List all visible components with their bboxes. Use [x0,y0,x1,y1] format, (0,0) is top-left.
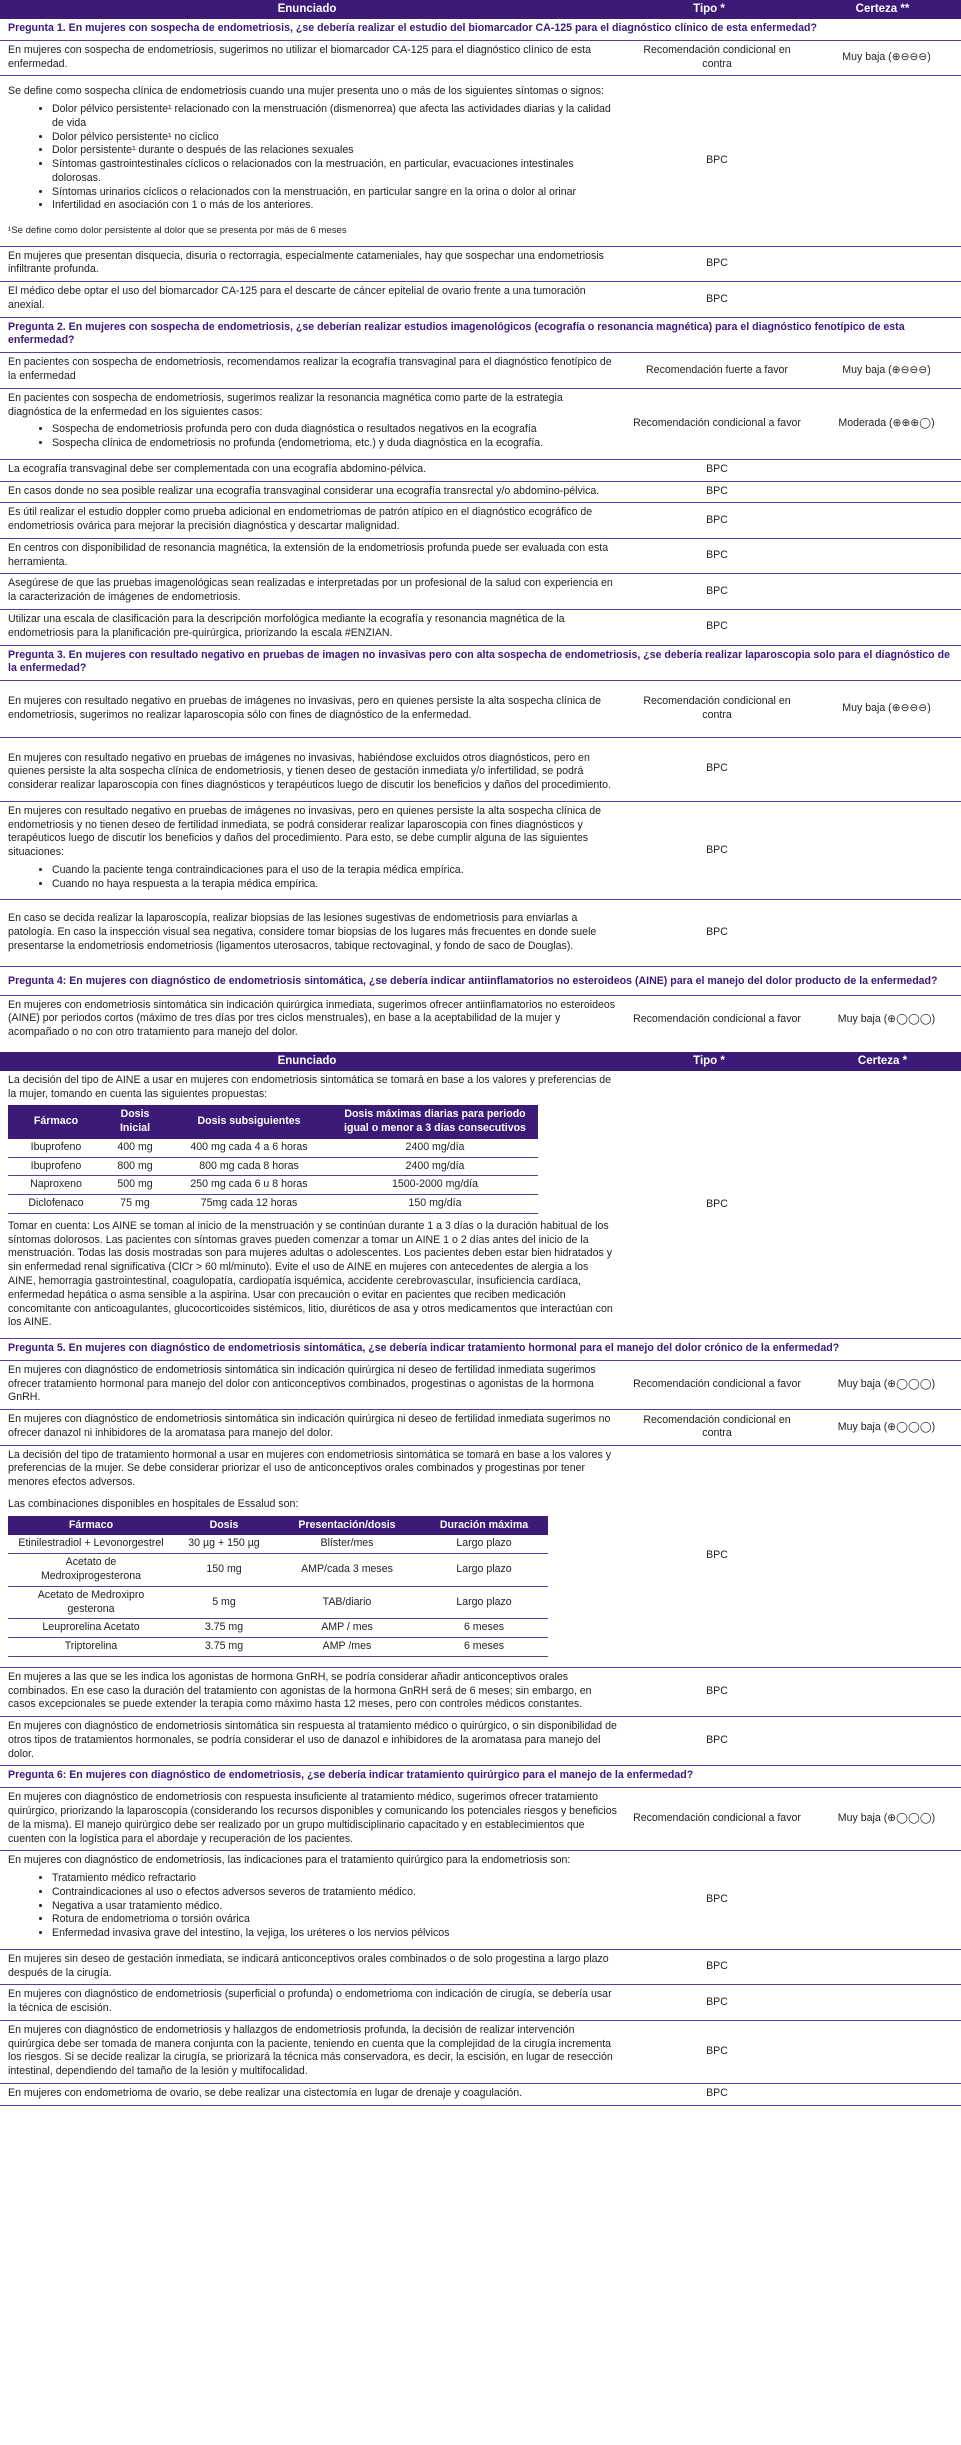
table-row [0,1361,961,1410]
question-5-title: Pregunta 5. En mujeres con diagnóstico de endometriosis sintomática, ¿se debería indicar tratamiento hormonal para el manejo del dolor crónico de la enfermedad? [0,1339,961,1361]
cell: 75 mg [104,1195,166,1214]
recommendation-type: Recomendación fuerte a favor [646,363,788,376]
table-row [0,1410,961,1446]
cell: 800 mg [104,1157,166,1176]
table-row [0,802,961,901]
statement: En pacientes con sospecha de endometriosis, recomendamos realizar la ecografía transvaginal para el diagnóstico fenotípico de la enfermedad [8,356,612,383]
certainty [812,1446,961,1667]
certainty [812,802,961,900]
recommendation-type: BPC [706,843,728,856]
certainty [812,738,961,801]
cell: 2400 mg/día [332,1139,538,1157]
statement: En mujeres con diagnóstico de endometriosis con respuesta insuficiente al tratamiento médico, sugerimos ofrecer tratamiento quirúrgico, priorizando la laparoscopía (considerando los recursos disponibles y comunicando los potenciales riesgos y beneficios de la misma). El manejo quirúrgico debe ser realizado por un grupo multidisciplinario capacitado y en establecimientos que cuenten con la logística para el abordaje y recuperación de los pacientes. [8,1791,617,1845]
table-row [8,1619,548,1638]
certainty [812,76,961,245]
statement: El médico debe optar el uso del biomarcador CA-125 para el descarte de cáncer epitelial de ovario frente a una tumoración anexial. [8,285,586,311]
cell: 250 mg cada 6 u 8 horas [166,1176,332,1195]
certainty [812,1717,961,1765]
recommendation-type: Recomendación condicional a favor [633,416,801,429]
table-row [8,1554,548,1587]
table-row [8,1195,538,1214]
statement: Asegúrese de que las pruebas imagenológicas sean realizadas e interpretadas por un profesional de la salud con experiencia en la caracterización de imágenes de endometriosis. [8,577,613,604]
statement: En centros con disponibilidad de resonancia magnética, la extensión de la endometriosis profunda puede ser evaluada con esta herramienta. [8,541,609,568]
table-row [0,353,961,389]
table-row [0,1668,961,1717]
col-header: Dosis Inicial [104,1105,166,1139]
cell: 3.75 mg [174,1638,274,1657]
col-header: Duración máxima [420,1516,548,1536]
symptom-list [8,103,618,213]
header-tipo: Tipo * [693,1054,725,1067]
statement: En mujeres con resultado negativo en pruebas de imágenes no invasivas, habiéndose excluidos otros diagnósticos, pero en quienes persiste la alta sospecha clínica de endometriosis, y tienen deseo de gestación inmediata y/o infertilidad, se podrá considerar realizar laparoscopia con fines diagnósticos y terapéuticos luego de discutir los beneficios y daños del procedimiento. [8,751,612,792]
statement: En mujeres con diagnóstico de endometriosis (superficial o profunda) o endometrioma con indicación de cirugía, se debería usar la técnica de escisión. [8,1988,612,2015]
list-item: • Síntomas gastrointestinales cíclicos o relacionados con la mestruación, en particular, evacuaciones intestinales dolorosas. [52,158,618,186]
col-header: Dosis subsiguientes [166,1105,332,1139]
cell: 75mg cada 12 horas [166,1195,332,1214]
cell: AMP/cada 3 meses [274,1554,420,1587]
question-1-title: Pregunta 1. En mujeres con sospecha de endometriosis, ¿se debería realizar el estudio del biomarcador CA-125 para el diagnóstico clínico de esta enfermedad? [0,19,961,41]
list-item: • Sospecha de endometriosis profunda pero con duda diagnóstica o resultados negativos en la ecografía [52,423,618,437]
table-header-repeat [0,1052,961,1071]
table-row [8,1139,538,1157]
recommendation-type: BPC [706,257,728,270]
question-4-title: Pregunta 4: En mujeres con diagnóstico de endometriosis sintomática, ¿se debería indicar antiinflamatorios no esteroideos (AINE) para el manejo del dolor producto de la enfermedad? [0,967,961,996]
list-item: • Dolor pélvico persistente¹ no cíclico [52,131,618,145]
recommendation-type: BPC [706,1734,728,1747]
cell: 800 mg cada 8 horas [166,1157,332,1176]
recommendation-type: BPC [706,1893,728,1906]
header-certeza: Certeza * [857,1054,908,1067]
statement-intro: La decisión del tipo de AINE a usar en mujeres con endometriosis sintomática se tomará en base a los valores y preferencias de la mujer, tomando en cuenta las siguientes propuestas: [8,1073,611,1100]
table-row [0,1446,961,1668]
question-2-title: Pregunta 2. En mujeres con sospecha de endometriosis, ¿se deberían realizar estudios imagenológicos (ecografía o resonancia magnética) para el diagnóstico fenotípico de esta enfermedad? [0,318,961,354]
recommendation-type: BPC [706,485,728,498]
recommendation-type: Recomendación condicional en contra [643,44,791,71]
cell: Etinilestradiol + Levonorgestrel [8,1535,174,1553]
certainty [812,1668,961,1716]
recommendation-type: BPC [706,2045,728,2058]
certainty [812,1950,961,1985]
table-row [0,996,961,1044]
cell: AMP /mes [274,1638,420,1657]
certainty [812,282,961,317]
indication-list [8,1872,618,1941]
statement-intro: En mujeres con diagnóstico de endometriosis, las indicaciones para el tratamiento quirúrgico para la endometriosis son: [8,1854,571,1867]
recommendation-type: Recomendación condicional en contra [643,1413,791,1440]
statement: En casos donde no sea posible realizar una ecografía transvaginal considerar una ecografía transrectal y/o abdomino-pélvica. [8,484,600,497]
cell: Naproxeno [8,1176,104,1195]
list-item: • Dolor persistente¹ durante o después de las relaciones sexuales [52,144,618,158]
header-certeza: Certeza ** [855,3,910,16]
table-row [0,574,961,610]
certainty: Muy baja (⊕◯◯◯) [837,1420,936,1433]
table-row [8,1586,548,1619]
cell: 150 mg/día [332,1195,538,1214]
list-item: • Tratamiento médico refractario [52,1872,618,1886]
recommendation-type: BPC [706,1549,728,1562]
list-item: • Infertilidad en asociación con 1 o más de los anteriores. [52,199,618,213]
statement: En mujeres con diagnóstico de endometriosis sintomática sin indicación quirúrgica ni deseo de fertilidad inmediata sugerimos no ofrecer danazol ni inhibidores de la aromatasa para manejo del dolor. [8,1413,611,1439]
recommendation-type: BPC [706,762,728,775]
certainty [812,482,961,503]
statement: En mujeres con diagnóstico de endometriosis sintomática sin respuesta al tratamiento médico o quirúrgico, o sin disponibilidad de otros tipos de tratamientos hormonales, se podría considerar el uso de danazol e inhibidores de la aromatasa para manejo del dolor. [8,1720,617,1760]
header-enunciado: Enunciado [277,3,337,16]
cell: Diclofenaco [8,1195,104,1214]
certainty [812,247,961,282]
table-row [8,1638,548,1657]
statement [0,1851,622,1949]
recommendation-type: BPC [706,1197,728,1210]
recommendation-type: BPC [706,1995,728,2008]
statement-intro: En pacientes con sospecha de endometriosis, sugerimos realizar la resonancia magnética como parte de la estrategia diagnóstica de la enfermedad en los siguientes casos: [8,391,563,418]
list-item: • Negativa a usar tratamiento médico. [52,1900,618,1914]
cell: Leuprorelina Acetato [8,1619,174,1638]
list-item: • Cuando no haya respuesta a la terapia médica empírica. [52,878,618,892]
table-row [0,610,961,646]
statement: En mujeres con diagnóstico de endometriosis sintomática sin indicación quirúrgica ni deseo de fertilidad inmediata sugerimos ofrecer tratamiento hormonal para manejo del dolor con anticonceptivos combinados, progestinas o agonistas de la hormona GnRH. [8,1363,596,1404]
cell: 150 mg [174,1554,274,1587]
cell: Largo plazo [420,1554,548,1587]
cell: 2400 mg/día [332,1157,538,1176]
certainty [812,1071,961,1338]
table-row [0,503,961,539]
certainty [812,2021,961,2083]
certainty [812,574,961,609]
statement-intro-2: Las combinaciones disponibles en hospitales de Essalud son: [8,1497,299,1510]
certainty [812,610,961,645]
question-3-title: Pregunta 3. En mujeres con resultado negativo en pruebas de imagen no invasivas pero con alta sospecha de endometriosis, ¿se debería realizar laparoscopia solo para el diagnóstico de la enfermedad? [0,646,961,682]
table-row [0,247,961,283]
table-row [0,460,961,482]
statement [0,802,622,900]
col-header: Dosis [174,1516,274,1536]
statement: En mujeres con sospecha de endometriosis, sugerimos no utilizar el biomarcador CA-125 para el diagnóstico clínico de esta enfermedad. [8,43,591,70]
statement [0,1446,622,1667]
table-row [0,282,961,318]
table-row [8,1157,538,1176]
footnote: ¹Se define como dolor persistente al dolor que se presenta por más de 6 meses [8,225,347,237]
cell: Triptorelina [8,1638,174,1657]
cell: 400 mg cada 4 a 6 horas [166,1139,332,1157]
header-enunciado: Enunciado [277,1054,337,1067]
cell: Ibuprofeno [8,1157,104,1176]
certainty [812,900,961,965]
statement [0,1071,622,1338]
nsaid-dose-table [8,1105,538,1214]
statement: La ecografía transvaginal debe ser complementada con una ecografía abdomino-pélvica. [8,462,427,475]
cell: AMP / mes [274,1619,420,1638]
table-row [8,1176,538,1195]
statement: En mujeres con resultado negativo en pruebas de imágenes no invasivas, pero en quienes persiste la alta sospecha clínica de endometriosis, sugerimos no realizar laparoscopia sólo con fines de diagnóstico de la enfermedad. [8,695,602,721]
table-row [0,389,961,460]
certainty [812,1985,961,2020]
situation-list [8,864,618,892]
recommendation-type: BPC [706,926,728,939]
cell: Largo plazo [420,1535,548,1553]
recommendation-type: BPC [706,513,728,526]
statement: En caso se decida realizar la laparoscopía, realizar biopsias de las lesiones sugestivas de endometriosis para enviarlas a patología. En caso la inspección visual sea negativa, considere tomar biopsias de los lugares más frecuentes en donde suele presentarse la endometriosis endometriosis (ligamentos uterosacros, tabique rectovaginal, y fondo de saco de Douglas). [8,912,597,952]
recommendation-type: BPC [706,584,728,597]
statement [0,389,622,459]
table-row [0,1851,961,1950]
statement: En mujeres sin deseo de gestación inmediata, se indicará anticonceptivos orales combinados o de solo progestina a largo plazo después de la cirugía. [8,1952,609,1979]
recommendation-type: BPC [706,463,728,476]
statement: En mujeres con diagnóstico de endometriosis y hallazgos de endometriosis profunda, la decisión de realizar intervención quirúrgica debe ser tomada de manera conjunta con la paciente, teniendo en cuenta que la complejidad de la cirugía incrementa los riesgos. Si se decide realizar la cirugía, se priorizará la técnica más conservadora, es decir, la escisión, en lugar de resección intestinal, dependiendo del tamaño de la lesión y multifocalidad. [8,2023,613,2078]
certainty: Muy baja (⊕⊖⊖⊖) [842,363,931,376]
cell: TAB/diario [274,1586,420,1619]
recommendation-type: BPC [706,2087,728,2100]
statement: En mujeres que presentan disquecia, disuria o rectorragia, especialmente catameniales, hay que sospechar una endometriosis infiltrante profunda. [8,249,604,276]
recommendation-type: BPC [706,1685,728,1698]
cell: Acetato de Medroxiprogesterona [8,1554,174,1587]
recommendation-type: Recomendación condicional a favor [633,1812,801,1825]
certainty [812,2084,961,2105]
list-item: • Dolor pélvico persistente¹ relacionado con la menstruación (dismenorrea) que afecta las actividades diarias y la calidad de vida [52,103,618,131]
recommendation-type: BPC [706,620,728,633]
note: Tomar en cuenta: Los AINE se toman al inicio de la menstruación y se continúan durante 1 a 3 días o la duración habitual de los síntomas dolorosos. Las pacientes con síntomas graves pueden comenzar a tomar un AINE 1 o 2 días antes del inicio de la menstruación. Todas las dosis mostradas son para mujeres adultas o adolescentes. Los pacientes deben estar bien hidratados y sin enfermedad renal significativa (ClCr > 60 ml/minuto). Evite el uso de AINE en mujeres con antecedentes de alergia a los AINE, hemorragia gastrointestinal, coagulopatía, cardiopatía isquémica, accidente cerebrovascular, insuficiencia cardíaca, enfermedad hepática o asma sensible a la aspirina. Usar con precaución o evitar en pacientes que reciben medicación concomitante con anticoagulantes, glucocorticoides sistémicos, litio, diuréticos de asa y otros medicamentos que interactúan con los AINE. [8,1219,613,1329]
cell: Blíster/mes [274,1535,420,1553]
certainty: Muy baja (⊕◯◯◯) [837,1812,936,1825]
list-item: • Síntomas urinarios cíclicos o relacionados con la menstruación, en particular sangre en la orina o dolor al orinar [52,186,618,200]
cell: 400 mg [104,1139,166,1157]
statement-intro: En mujeres con resultado negativo en pruebas de imágenes no invasivas, pero en quienes persiste la alta sospecha clínica de endometriosis y no tienen deseo de fertilidad inmediata, se podrá considerar realizar laparoscopia con fines diagnósticos y terapéuticos luego de discutir los beneficios y daños del procedimiento. Para esto, se debe cumplir alguna de las siguientes situaciones: [8,804,602,859]
recommendation-type: BPC [706,292,728,305]
cell: 5 mg [174,1586,274,1619]
statement: En mujeres a las que se les indica los agonistas de hormona GnRH, se podría considerar añadir anticonceptivos orales combinados. En ese caso la duración del tratamiento con agonistas de la hormona GnRH será de 6 meses; sin embargo, en casos excepcionales se puede extender la terapia como máximo hasta 12 meses, pero con controles médicos constantes. [8,1670,592,1711]
table-row [0,681,961,738]
table-row [0,1985,961,2021]
statement-intro: La decisión del tipo de tratamiento hormonal a usar en mujeres con endometriosis sintomática se tomará en base a los valores y preferencias de la mujer. Se debe considerar priorizar el uso de anticonceptivos orales combinados y progestinas por tener menores efectos adversos. [8,1448,611,1489]
cell: 1500-2000 mg/día [332,1176,538,1195]
certainty: Muy baja (⊕◯◯◯) [837,1012,936,1025]
table-row [0,900,961,966]
cell: 3.75 mg [174,1619,274,1638]
table-row [0,41,961,77]
header-tipo: Tipo * [693,3,725,16]
recommendation-type: Recomendación condicional en contra [643,695,791,721]
certainty: Muy baja (⊕◯◯◯) [837,1378,936,1391]
table-row [8,1535,548,1553]
certainty [812,1851,961,1949]
cell: Acetato de Medroxipro gesterona [8,1586,174,1619]
list-item: • Contraindicaciones al uso o efectos adversos severos de tratamiento médico. [52,1886,618,1900]
cell: 6 meses [420,1638,548,1657]
certainty [812,503,961,538]
list-item: • Rotura de endometrioma o torsión ovárica [52,1913,618,1927]
cell: 30 µg + 150 µg [174,1535,274,1553]
case-list [8,423,618,451]
col-header: Presentación/dosis [274,1516,420,1536]
cell: 500 mg [104,1176,166,1195]
certainty [812,539,961,574]
table-row [0,1950,961,1986]
statement [0,76,622,245]
cell: 6 meses [420,1619,548,1638]
certainty: Muy baja (⊕⊖⊖⊖) [842,701,931,714]
recommendation-type: BPC [706,549,728,562]
table-row [0,76,961,246]
list-item: • Cuando la paciente tenga contraindicaciones para el uso de la terapia médica empírica. [52,864,618,878]
certainty [812,460,961,481]
col-header: Fármaco [8,1105,104,1139]
recommendation-type: Recomendación condicional a favor [633,1378,801,1391]
table-header [0,0,961,19]
statement: En mujeres con endometrioma de ovario, se debe realizar una cistectomía en lugar de drenaje y coagulación. [8,2086,523,2099]
statement: Es útil realizar el estudio doppler como prueba adicional en endometriomas de patrón atípico en el diagnóstico ecográfico de endometriosis ovárica para mejorar la precisión diagnóstica y descartar malignidad. [8,506,593,533]
table-row [0,1717,961,1766]
hormonal-table [8,1516,548,1657]
list-item: • Sospecha clínica de endometriosis no profunda (endometrioma, etc.) y duda diagnóstica en la ecografía. [52,437,618,451]
cell: Largo plazo [420,1586,548,1619]
certainty: Muy baja (⊕⊖⊖⊖) [842,51,931,64]
statement: Utilizar una escala de clasificación para la descripción morfológica mediante la ecografía y resonancia magnética de la endometriosis para la planificación pre-quirúrgica, priorizando la escala #ENZIAN. [8,612,565,639]
table-row [0,482,961,504]
recommendation-type: BPC [706,1960,728,1973]
table-row [0,1071,961,1339]
statement: En mujeres con endometriosis sintomática sin indicación quirúrgica inmediata, sugerimos ofrecer antiinflamatorios no esteroideos (AINE) por periodos cortos (máximo de tres días por tres ciclos menstruales), en base a la aceptabilidad de la mujer y acompañado o no con otro tratamiento para manejo del dolor. [8,998,616,1039]
table-row [0,1788,961,1851]
col-header: Dosis máximas diarias para periodo igual o menor a 3 días consecutivos [332,1105,538,1139]
table-row [0,2021,961,2084]
statement-intro: Se define como sospecha clínica de endometriosis cuando una mujer presenta uno o más de los siguientes síntomas o signos: [8,85,604,98]
table-row [0,2084,961,2106]
table-row [0,738,961,802]
question-6-title: Pregunta 6: En mujeres con diagnóstico de endometriosis, ¿se debería indicar tratamiento quirúrgico para el manejo de la enfermedad? [0,1766,961,1788]
col-header: Fármaco [8,1516,174,1536]
certainty: Moderada (⊕⊕⊕◯) [838,416,935,429]
table-row [0,539,961,575]
list-item: • Enfermedad invasiva grave del intestino, la vejiga, los uréteres o los nervios pélvicos [52,1927,618,1941]
recommendation-type: BPC [706,154,728,167]
recommendation-type: Recomendación condicional a favor [633,1012,801,1025]
cell: Ibuprofeno [8,1139,104,1157]
